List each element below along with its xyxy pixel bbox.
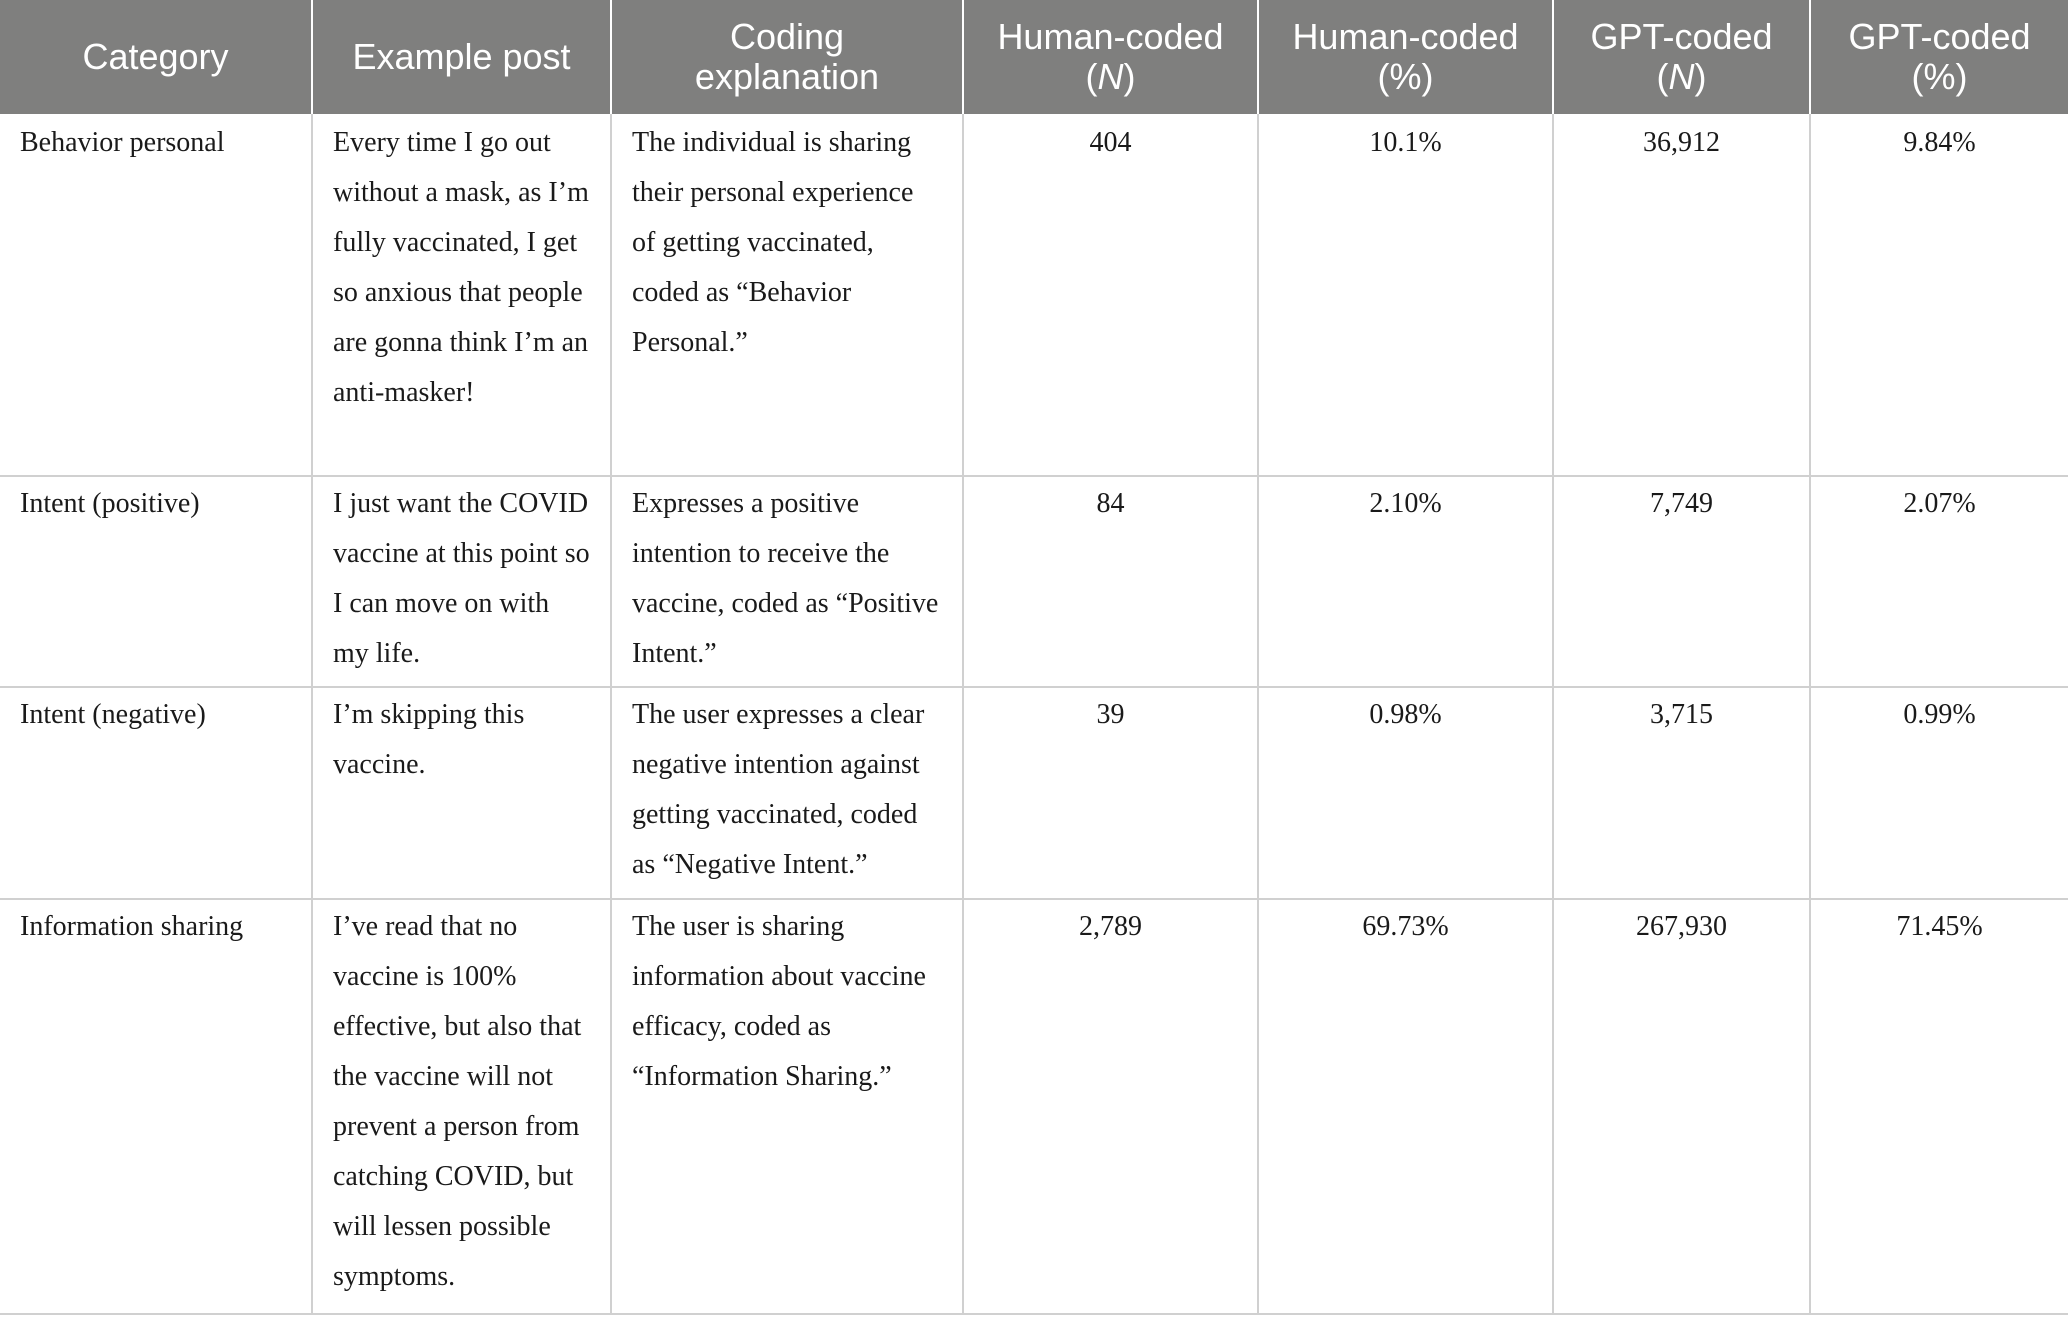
cell-coding-explanation: The individual is sharing their personal experience of getting vaccinated, coded as “Behavior Personal.” bbox=[611, 114, 963, 476]
header-category: Category bbox=[0, 0, 312, 114]
header-italic-n: N bbox=[1097, 56, 1124, 97]
header-human-coded-n-line1: Human-coded bbox=[997, 16, 1224, 57]
cell-category: Behavior personal bbox=[0, 114, 312, 476]
cell-coding-explanation: The user expresses a clear negative intention against getting vaccinated, coded as “Negative Intent.” bbox=[611, 687, 963, 899]
cell-coding-explanation: Expresses a positive intention to receive the vaccine, coded as “Positive Intent.” bbox=[611, 476, 963, 687]
cell-gpt-coded-pct: 2.07% bbox=[1810, 476, 2068, 687]
cell-human-coded-n: 39 bbox=[963, 687, 1258, 899]
header-coding-explanation bbox=[611, 0, 963, 114]
header-gpt-coded-pct-line1: GPT-coded bbox=[1848, 16, 2031, 57]
header-gpt-coded-pct bbox=[1810, 0, 2068, 114]
header-gpt-coded-n-line2: (N) bbox=[1656, 56, 1707, 97]
cell-gpt-coded-n: 36,912 bbox=[1553, 114, 1810, 476]
cell-human-coded-n: 404 bbox=[963, 114, 1258, 476]
table-row bbox=[0, 687, 2068, 899]
cell-example-post: I’m skipping this vaccine. bbox=[312, 687, 611, 899]
cell-gpt-coded-n: 7,749 bbox=[1553, 476, 1810, 687]
header-example-post: Example post bbox=[312, 0, 611, 114]
header-human-coded-pct-line2: (%) bbox=[1377, 56, 1434, 97]
cell-human-coded-pct: 69.73% bbox=[1258, 899, 1553, 1314]
cell-example-post: I’ve read that no vaccine is 100% effective, but also that the vaccine will not prevent a person from catching COVID, but will lessen possible symptoms. bbox=[312, 899, 611, 1314]
header-row bbox=[0, 0, 2068, 114]
header-coding-explanation-line1: Coding bbox=[729, 16, 845, 57]
header-italic-n: N bbox=[1668, 56, 1695, 97]
cell-gpt-coded-pct: 71.45% bbox=[1810, 899, 2068, 1314]
cell-example-post: I just want the COVID vaccine at this point so I can move on with my life. bbox=[312, 476, 611, 687]
header-gpt-coded-n-line1: GPT-coded bbox=[1590, 16, 1773, 57]
table-row bbox=[0, 899, 2068, 1314]
cell-category: Intent (positive) bbox=[0, 476, 312, 687]
cell-human-coded-n: 84 bbox=[963, 476, 1258, 687]
cell-human-coded-pct: 2.10% bbox=[1258, 476, 1553, 687]
cell-category: Information sharing bbox=[0, 899, 312, 1314]
cell-gpt-coded-pct: 0.99% bbox=[1810, 687, 2068, 899]
header-human-coded-n-line2: (N) bbox=[1085, 56, 1136, 97]
header-human-coded-n bbox=[963, 0, 1258, 114]
header-gpt-coded-n bbox=[1553, 0, 1810, 114]
cell-gpt-coded-pct: 9.84% bbox=[1810, 114, 2068, 476]
cell-human-coded-pct: 10.1% bbox=[1258, 114, 1553, 476]
cell-gpt-coded-n: 3,715 bbox=[1553, 687, 1810, 899]
table-row bbox=[0, 114, 2068, 476]
table-row bbox=[0, 476, 2068, 687]
header-human-coded-pct bbox=[1258, 0, 1553, 114]
header-human-coded-pct-line1: Human-coded bbox=[1292, 16, 1519, 57]
cell-coding-explanation: The user is sharing information about vaccine efficacy, coded as “Information Sharing.” bbox=[611, 899, 963, 1314]
cell-human-coded-n: 2,789 bbox=[963, 899, 1258, 1314]
cell-example-post: Every time I go out without a mask, as I’m fully vaccinated, I get so anxious that people are gonna think I’m an anti-masker! bbox=[312, 114, 611, 476]
cell-gpt-coded-n: 267,930 bbox=[1553, 899, 1810, 1314]
cell-human-coded-pct: 0.98% bbox=[1258, 687, 1553, 899]
header-coding-explanation-line2: explanation bbox=[694, 56, 880, 97]
header-gpt-coded-pct-line2: (%) bbox=[1911, 56, 1968, 97]
cell-category: Intent (negative) bbox=[0, 687, 312, 899]
